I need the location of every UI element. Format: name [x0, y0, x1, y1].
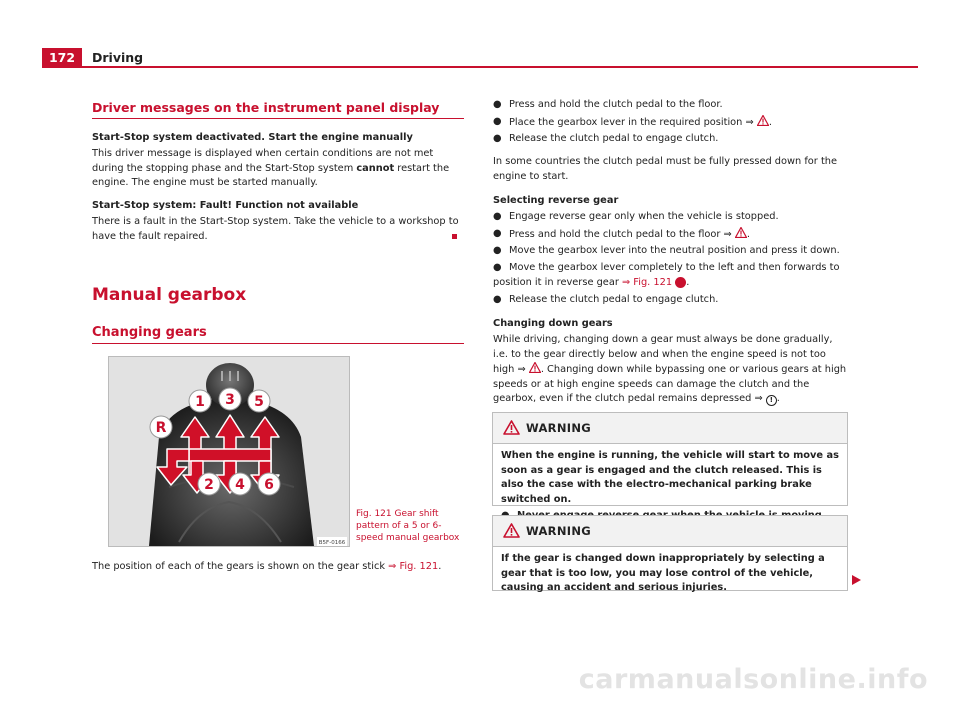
reverse-gear-title: Selecting reverse gear — [493, 195, 619, 206]
warning-box-1 — [492, 412, 848, 506]
list-item: ● Engage reverse gear only when the vehicle is stopped. — [493, 211, 779, 222]
changing-down-text: While driving, changing down a gear must always be done gradually, i.e. to the gear directly below and when the engine speed is not too high ⇒ . Changing down while bypassing one or various gears at high speeds or at high engine speeds can damage the clutch and the gearbox, even if the clutch pedal remains depressed ⇒ ! . — [493, 334, 847, 404]
top-bullet-list — [493, 98, 849, 149]
header-rule — [82, 66, 918, 68]
gear-shift-illustration — [109, 357, 349, 546]
warning-header — [493, 413, 847, 444]
gear-label: 6 — [264, 477, 274, 493]
list-item: ● Press and hold the clutch pedal to the floor ⇒ . — [493, 228, 750, 240]
subsection-rule — [92, 343, 464, 344]
warning-header — [493, 516, 847, 547]
list-item: ● Place the gearbox lever in the required position ⇒ . — [493, 116, 772, 128]
message1-text: This driver message is displayed when certain conditions are not met during the stopping phase and the Start-Stop system cannot restart the engine. The engine must be started manually. — [92, 148, 450, 188]
running-header-title: Driving — [92, 50, 144, 65]
gear-label: 3 — [225, 392, 235, 408]
warning-triangle-icon[interactable] — [757, 115, 769, 126]
warning-triangle-icon[interactable] — [735, 227, 747, 238]
watermark: carmanualsonline.info — [578, 664, 928, 695]
figure-link[interactable]: ⇒ Fig. 121 — [621, 276, 673, 288]
reverse-bullet-list — [493, 210, 849, 310]
warning-text: When the engine is running, the vehicle will start to move as soon as a gear is engaged and the clutch released. This is also the case with the electro-mechanical parking brake switched on. — [501, 450, 839, 505]
list-item: ● Move the gearbox lever completely to the left and then forwards to position it in reverse gear ⇒ Fig. 121 R. — [493, 262, 840, 288]
gear-label: 1 — [195, 394, 205, 410]
chapter-title: Manual gearbox — [92, 285, 247, 305]
subsection-title: Changing gears — [92, 325, 207, 340]
figure-caption: Fig. 121 Gear shift pattern of a 5 or 6-speed manual gearbox — [356, 509, 460, 543]
warning-label: WARNING — [526, 421, 591, 435]
section-rule — [92, 118, 464, 119]
gear-label: 2 — [204, 477, 214, 493]
continue-arrow-icon — [852, 575, 861, 585]
warning-triangle-icon — [503, 420, 520, 435]
warning-box-2 — [492, 515, 848, 591]
message1-title: Start-Stop system deactivated. Start the engine manually — [92, 132, 413, 143]
list-item: ● Press and hold the clutch pedal to the floor. — [493, 99, 723, 110]
message2-text: There is a fault in the Start-Stop system. Take the vehicle to a workshop to have the fault repaired. — [92, 216, 459, 242]
warning-triangle-icon — [503, 523, 520, 538]
gear-position-text: The position of each of the gears is shown on the gear stick ⇒ Fig. 121. — [92, 561, 442, 572]
figure-code: B5F-0166 — [318, 540, 346, 546]
changing-down-title: Changing down gears — [493, 318, 613, 329]
list-item: ● Release the clutch pedal to engage clutch. — [493, 133, 719, 144]
page-number: 172 — [42, 48, 82, 68]
list-item: ● Move the gearbox lever into the neutral position and press it down. — [493, 245, 840, 256]
list-item: ● Release the clutch pedal to engage clutch. — [493, 294, 719, 305]
gear-label: R — [155, 420, 167, 436]
gear-label: 5 — [254, 394, 264, 410]
gear-shift-figure — [108, 356, 350, 547]
section-title: Driver messages on the instrument panel display — [92, 100, 440, 115]
warning-body: If the gear is changed down inappropriately by selecting a gear that is too low, you may lose control of the vehicle, causing an accident and serious injuries. — [501, 553, 825, 593]
gear-label: 4 — [235, 477, 245, 493]
reverse-gear-badge: R — [675, 277, 686, 288]
clutch-note: In some countries the clutch pedal must be fully pressed down for the engine to start. — [493, 156, 838, 182]
message2-title: Start-Stop system: Fault! Function not available — [92, 200, 359, 211]
warning-label: WARNING — [526, 524, 591, 538]
note-icon[interactable]: ! — [766, 395, 777, 406]
figure-link[interactable]: ⇒ Fig. 121 — [388, 561, 439, 572]
warning-triangle-icon[interactable] — [529, 362, 541, 373]
end-marker — [452, 234, 457, 239]
